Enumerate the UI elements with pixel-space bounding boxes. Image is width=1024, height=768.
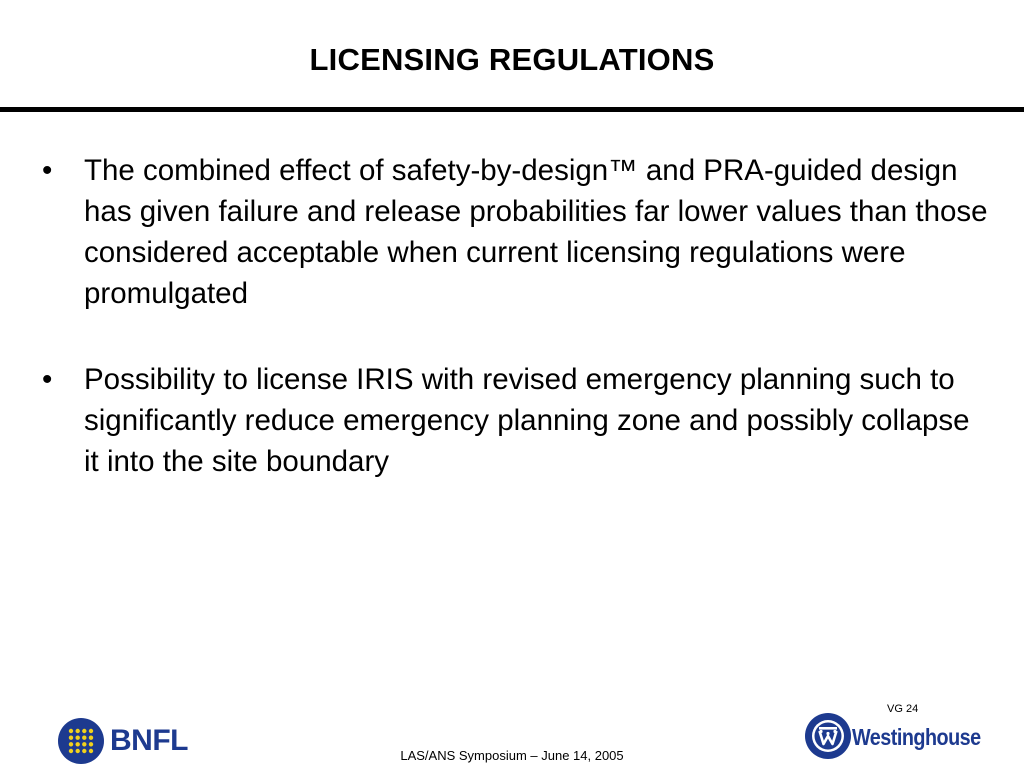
bnfl-dot-grid-icon [67,727,95,755]
bnfl-logo-icon [58,718,104,764]
bnfl-wordmark: BNFL [110,724,188,757]
bullet-item [42,150,992,314]
westinghouse-logo [805,713,981,763]
footer-event: LAS/ANS Symposium – June 14, 2005 [400,748,624,763]
bullet-list [42,150,992,527]
slide-number: VG 24 [887,703,919,715]
slide-title: LICENSING REGULATIONS [309,42,715,77]
bullet-mark: • [42,154,53,187]
westinghouse-w-icon [805,713,851,759]
westinghouse-logo-icon [805,713,851,759]
bullet-item [42,359,992,482]
bnfl-logo [58,718,193,764]
bullet-mark: • [42,363,53,396]
bullet-text: The combined effect of safety-by-design™ and PRA-guided design has given failure and release probabilities far lower values than those considered acceptable when current licensing regulations were promulgated [84,154,988,310]
westinghouse-wordmark: Westinghouse [852,724,981,750]
bullet-text: Possibility to license IRIS with revised emergency planning such to significantly reduce emergency planning zone and possibly collapse it into the site boundary [84,363,970,478]
title-divider [0,107,1024,112]
